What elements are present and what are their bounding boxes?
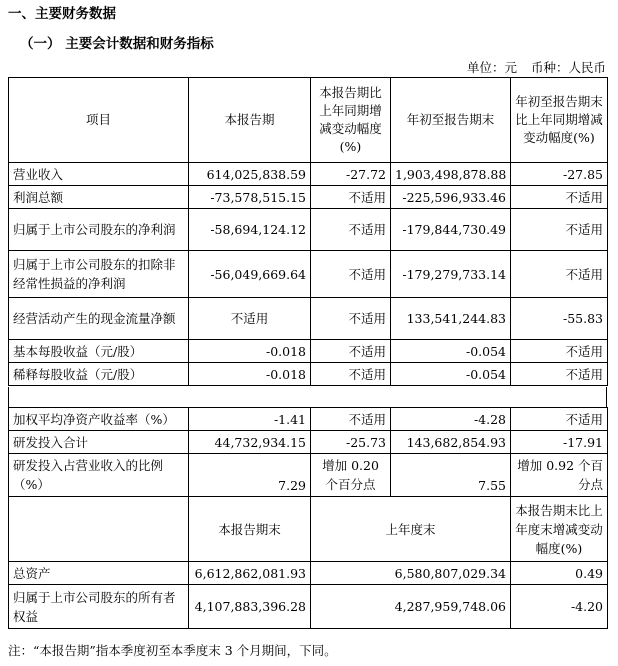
cell: -4.28 xyxy=(391,408,511,431)
row-label: 研发投入合计 xyxy=(9,431,189,454)
cell: 不适用 xyxy=(511,209,608,251)
table-gap xyxy=(8,387,607,407)
cell: -56,049,669.64 xyxy=(189,251,311,298)
table-row xyxy=(9,454,608,497)
cell: 不适用 xyxy=(311,298,391,340)
cell: 143,682,854.93 xyxy=(391,431,511,454)
row-label: 利润总额 xyxy=(9,186,189,209)
row-label: 归属于上市公司股东的净利润 xyxy=(9,209,189,251)
header-current-period: 本报告期 xyxy=(189,78,311,163)
table-subheader-row xyxy=(9,497,608,562)
cell: 44,732,934.15 xyxy=(189,431,311,454)
cell: -17.91 xyxy=(511,431,608,454)
table-row xyxy=(9,298,608,340)
cell: 7.55 xyxy=(391,454,511,497)
cell: -27.72 xyxy=(311,163,391,186)
cell: -73,578,515.15 xyxy=(189,186,311,209)
row-label: 归属于上市公司股东的所有者权益 xyxy=(9,585,189,629)
cell: -27.85 xyxy=(511,163,608,186)
row-label: 经营活动产生的现金流量净额 xyxy=(9,298,189,340)
cell: 6,612,862,081.93 xyxy=(189,562,311,585)
header-item: 项目 xyxy=(9,78,189,163)
row-label: 加权平均净资产收益率（%） xyxy=(9,408,189,431)
cell: -58,694,124.12 xyxy=(189,209,311,251)
cell: 不适用 xyxy=(511,408,608,431)
cell: 6,580,807,029.34 xyxy=(311,562,511,585)
table-row xyxy=(9,251,608,298)
cell: -4.20 xyxy=(511,585,608,629)
cell: 4,107,883,396.28 xyxy=(189,585,311,629)
row-label: 营业收入 xyxy=(9,163,189,186)
header-prior-year-end: 上年度末 xyxy=(311,497,511,562)
header-period-end-change: 本报告期末比上年度末增减变动幅度(%) xyxy=(511,497,608,562)
cell: 不适用 xyxy=(189,298,311,340)
cell: 不适用 xyxy=(311,209,391,251)
table-row xyxy=(9,186,608,209)
unit-line xyxy=(467,58,606,76)
cell: -0.054 xyxy=(391,340,511,363)
cell: 不适用 xyxy=(511,186,608,209)
cell: 7.29 xyxy=(189,454,311,497)
table-row xyxy=(9,340,608,363)
cell: 不适用 xyxy=(311,251,391,298)
cell: -55.83 xyxy=(511,298,608,340)
cell: -225,596,933.46 xyxy=(391,186,511,209)
empty-cell xyxy=(9,497,189,562)
cell: 增加 0.20 个百分点 xyxy=(311,454,391,497)
subsection-heading: （一） 主要会计数据和财务指标 xyxy=(20,36,214,52)
row-label: 研发投入占营业收入的比例（%） xyxy=(9,454,189,497)
table-header-row xyxy=(9,78,608,163)
section-heading: 一、主要财务数据 xyxy=(8,6,116,22)
cell: 133,541,244.83 xyxy=(391,298,511,340)
table-row xyxy=(9,163,608,186)
row-label: 基本每股收益（元/股） xyxy=(9,340,189,363)
table-row xyxy=(9,585,608,629)
table-row xyxy=(9,408,608,431)
financial-table-main xyxy=(8,77,608,386)
cell: 不适用 xyxy=(511,340,608,363)
cell: -0.018 xyxy=(189,363,311,386)
header-period-change: 本报告期比上年同期增减变动幅度(%) xyxy=(311,78,391,163)
cell: 不适用 xyxy=(311,340,391,363)
row-label: 总资产 xyxy=(9,562,189,585)
cell: 不适用 xyxy=(511,363,608,386)
cell: 不适用 xyxy=(511,251,608,298)
financial-table-secondary xyxy=(8,407,608,629)
table-row xyxy=(9,562,608,585)
cell: 增加 0.92 个百分点 xyxy=(511,454,608,497)
table-row xyxy=(9,209,608,251)
cell: -25.73 xyxy=(311,431,391,454)
cell: -0.018 xyxy=(189,340,311,363)
table-row xyxy=(9,431,608,454)
table-row xyxy=(9,363,608,386)
header-period-end: 本报告期末 xyxy=(189,497,311,562)
cell: 1,903,498,878.88 xyxy=(391,163,511,186)
footnote: 注：“本报告期”指本季度初至本季度末 3 个月期间，下同。 xyxy=(8,643,337,658)
header-ytd: 年初至报告期末 xyxy=(391,78,511,163)
cell: -1.41 xyxy=(189,408,311,431)
cell: 不适用 xyxy=(311,186,391,209)
cell: 不适用 xyxy=(311,363,391,386)
unit-label: 单位：元 xyxy=(466,60,517,75)
cell: -0.054 xyxy=(391,363,511,386)
row-label: 归属于上市公司股东的扣除非经常性损益的净利润 xyxy=(9,251,189,298)
row-label: 稀释每股收益（元/股） xyxy=(9,363,189,386)
cell: -179,844,730.49 xyxy=(391,209,511,251)
header-ytd-change: 年初至报告期末比上年同期增减变动幅度(%) xyxy=(511,78,608,163)
currency-label: 币种：人民币 xyxy=(530,60,606,75)
cell: 0.49 xyxy=(511,562,608,585)
cell: 614,025,838.59 xyxy=(189,163,311,186)
cell: 4,287,959,748.06 xyxy=(311,585,511,629)
cell: 不适用 xyxy=(311,408,391,431)
cell: -179,279,733.14 xyxy=(391,251,511,298)
